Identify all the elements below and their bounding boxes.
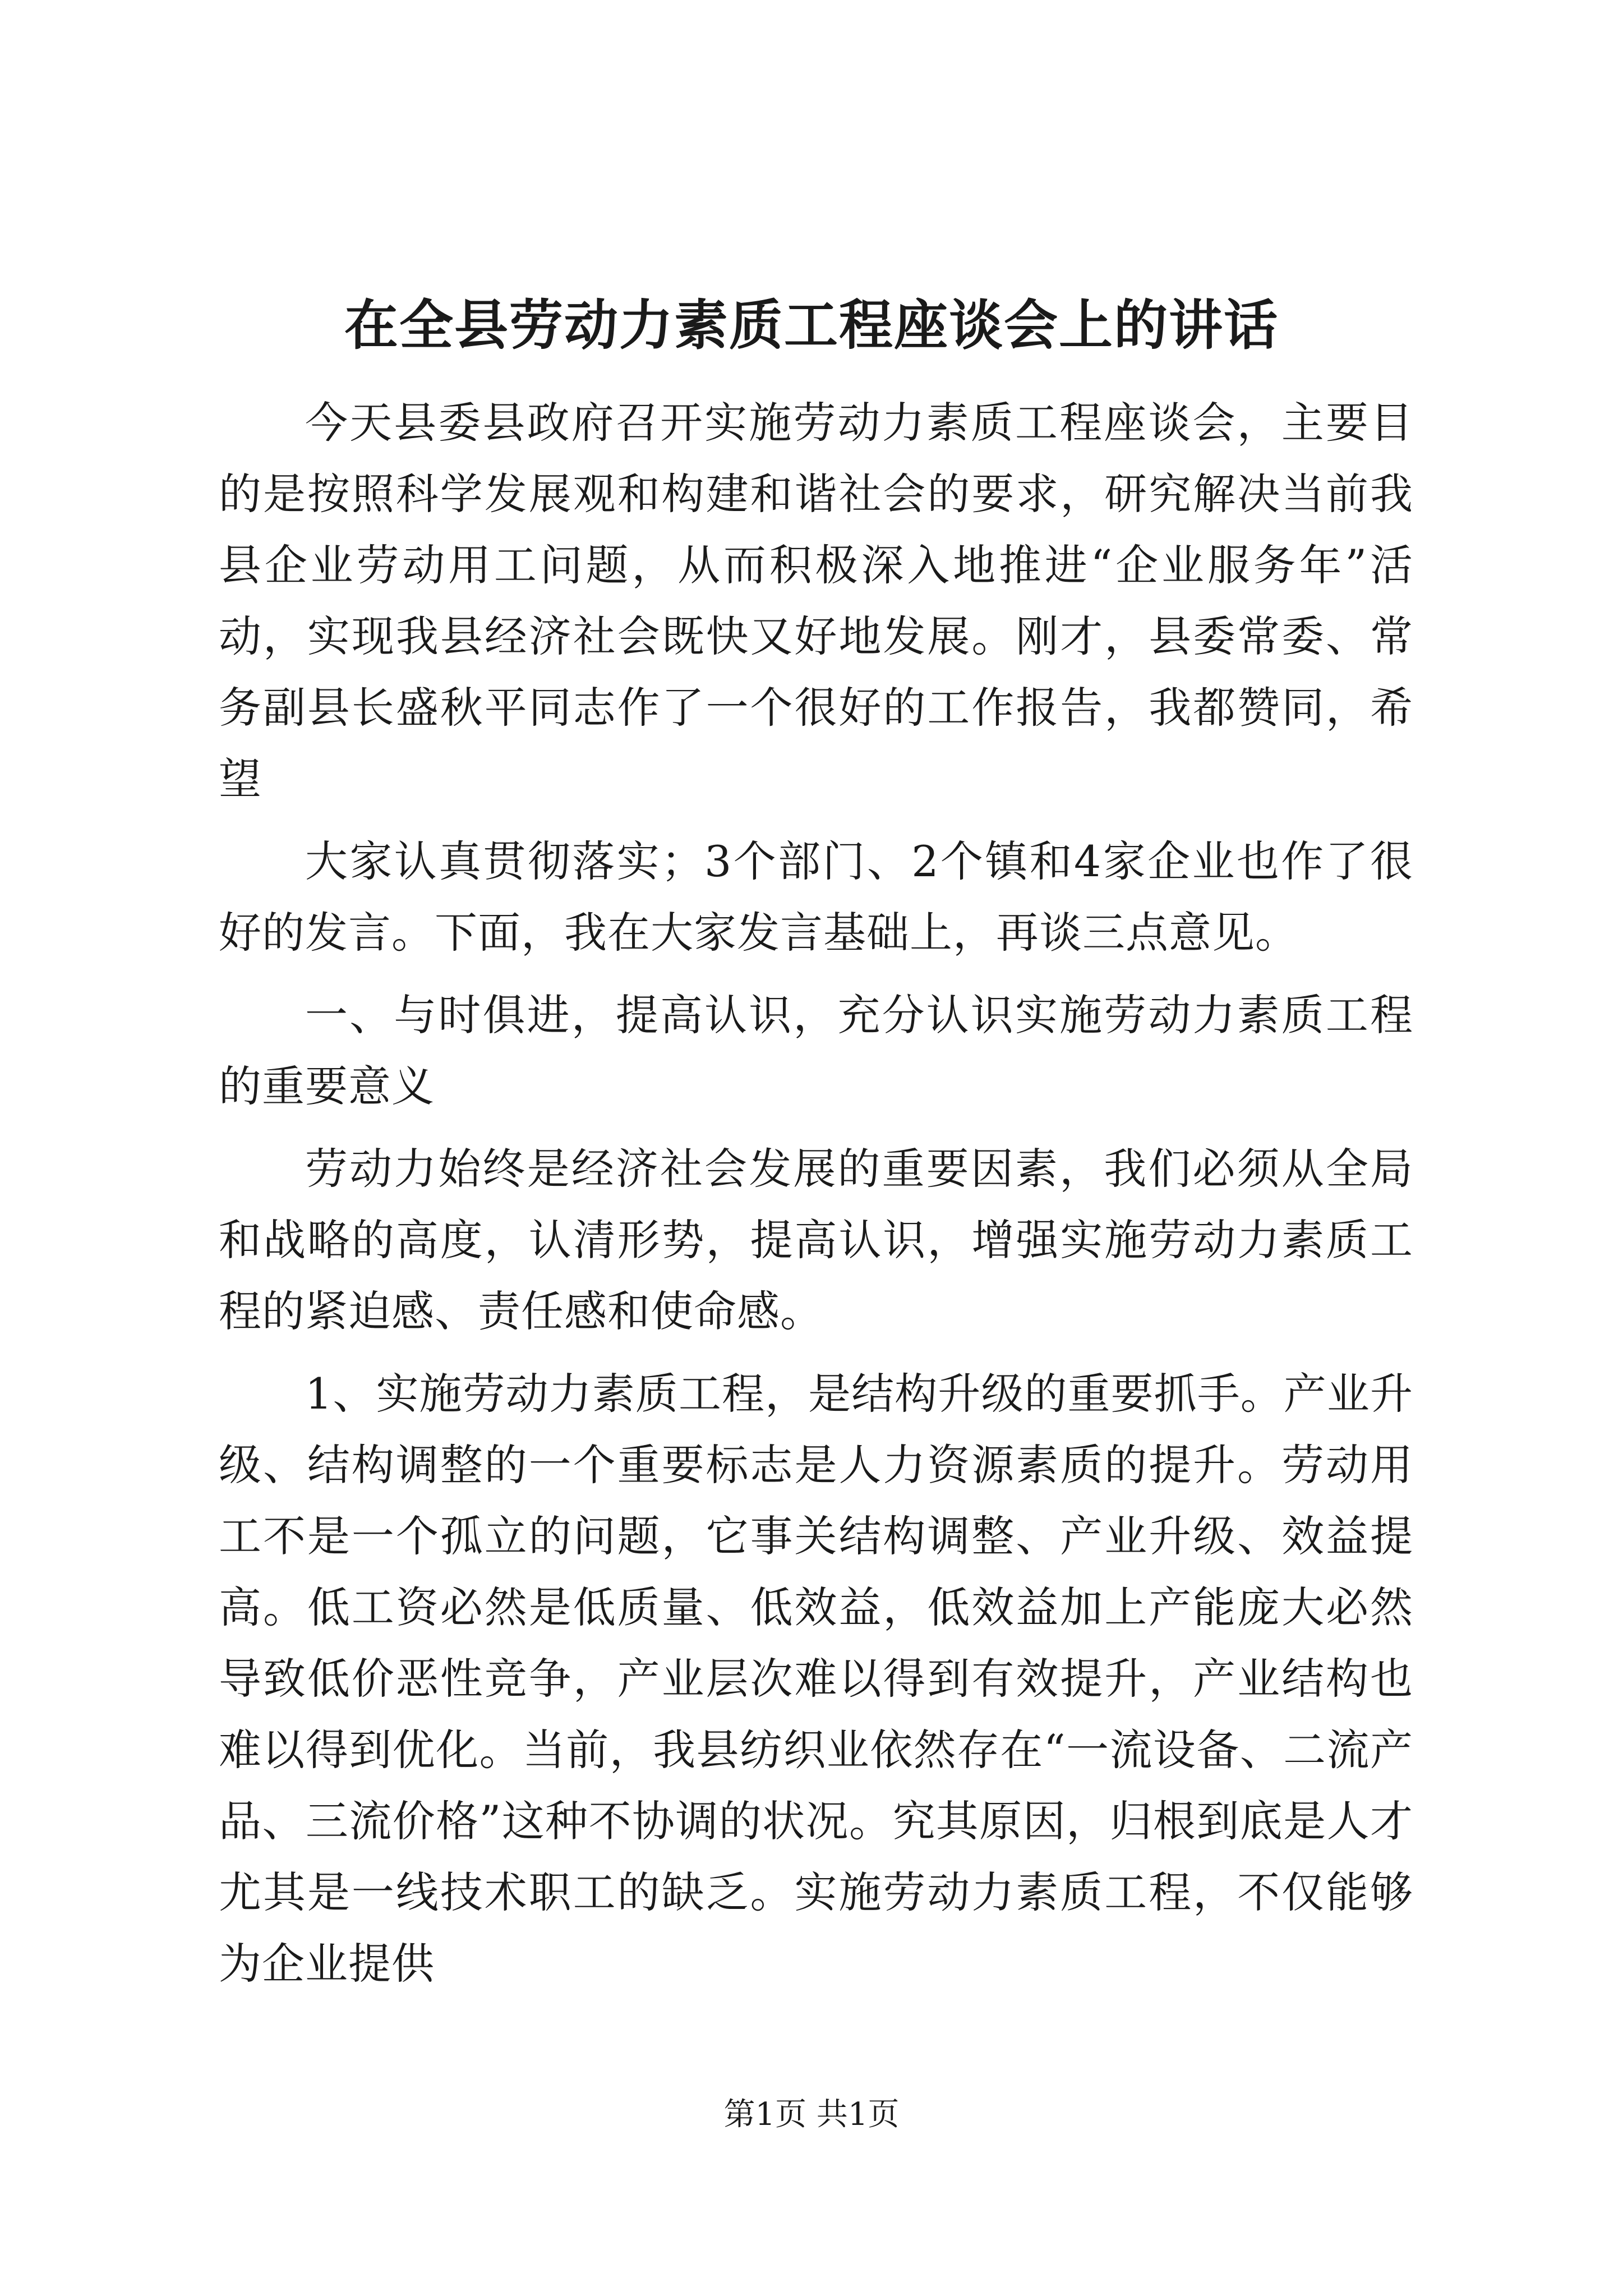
- document-title: 在全县劳动力素质工程座谈会上的讲话: [344, 293, 1279, 357]
- paragraph-labor-importance: 劳动力始终是经济社会发展的重要因素，我们必须从全局和战略的高度，认清形势，提高认识，增强实施劳动力素质工程的紧迫感、责任感和使命感。: [219, 1144, 1413, 1336]
- paragraph-intro: 今天县委县政府召开实施劳动力素质工程座谈会，主要目的是按照科学发展观和构建和谐社会的要求，研究解决当前我县企业劳动用工问题，从而积极深入地推进“企业服务年”活动，实现我县经济社会既快又好地发展。刚才，县委常委、常务副县长盛秋平同志作了一个很好的工作报告，我都赞同，希望: [219, 398, 1413, 804]
- page-footer: 第1页 共1页: [723, 2096, 900, 2133]
- document-body: [219, 387, 1413, 1999]
- paragraph-point-one: 1、实施劳动力素质工程，是结构升级的重要抓手。产业升级、结构调整的一个重要标志是人力资源素质的提升。劳动用工不是一个孤立的问题，它事关结构调整、产业升级、效益提高。低工资必然是低质量、低效益，低效益加上产能庞大必然导致低价恶性竞争，产业层次难以得到有效提升，产业结构也难以得到优化。当前，我县纺织业依然存在“一流设备、二流产品、三流价格”这种不协调的状况。究其原因，归根到底是人才尤其是一线技术职工的缺乏。实施劳动力素质工程，不仅能够为企业提供: [219, 1369, 1413, 1989]
- section-heading-one: 一、与时俱进，提高认识，充分认识实施劳动力素质工程的重要意义: [219, 990, 1413, 1111]
- paragraph-continuation: 大家认真贯彻落实；3个部门、2个镇和4家企业也作了很好的发言。下面，我在大家发言基础上，再谈三点意见。: [219, 836, 1413, 958]
